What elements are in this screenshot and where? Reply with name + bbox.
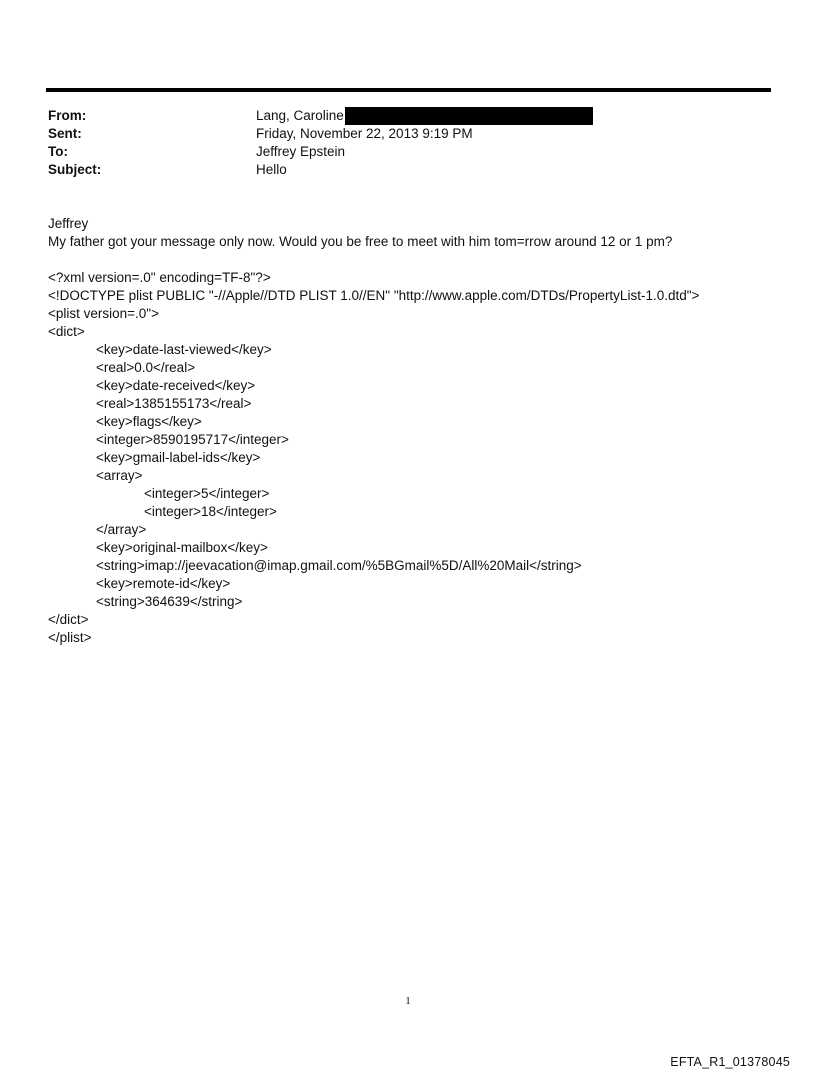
sent-label: Sent:: [48, 126, 82, 141]
plist-line: <integer>8590195717</integer>: [96, 432, 289, 447]
plist-line: <string>364639</string>: [96, 594, 243, 609]
plist-line: <dict>: [48, 324, 85, 339]
plist-line: </plist>: [48, 630, 92, 645]
plist-line: <integer>5</integer>: [144, 486, 270, 501]
plist-line: <real>0.0</real>: [96, 360, 196, 375]
from-label: From:: [48, 108, 87, 123]
to-row: [48, 143, 748, 161]
plist-line: <real>1385155173</real>: [96, 396, 252, 411]
plist-line: <key>gmail-label-ids</key>: [96, 450, 261, 465]
greeting: Jeffrey: [48, 216, 89, 231]
plist-line: <key>original-mailbox</key>: [96, 540, 268, 555]
spacer: [48, 251, 788, 269]
email-body: [48, 215, 788, 647]
plist-line: </array>: [96, 522, 147, 537]
plist-line: <!DOCTYPE plist PUBLIC "-//Apple//DTD PLIST 1.0//EN" "http://www.apple.com/DTDs/PropertyList-1.0.dtd">: [48, 288, 700, 303]
plist-line: <key>remote-id</key>: [96, 576, 231, 591]
from-row: [48, 107, 748, 125]
subject-row: [48, 161, 748, 179]
sent-value: Friday, November 22, 2013 9:19 PM: [256, 126, 473, 141]
header-rule: [46, 88, 771, 92]
message-text: My father got your message only now. Would you be free to meet with him tom=rrow around 12 or 1 pm?: [48, 234, 673, 249]
plist-line: <string>imap://jeevacation@imap.gmail.com/%5BGmail%5D/All%20Mail</string>: [96, 558, 582, 573]
plist-line: <array>: [96, 468, 143, 483]
plist-line: <key>flags</key>: [96, 414, 202, 429]
to-label: To:: [48, 144, 68, 159]
subject-value: Hello: [256, 162, 287, 177]
to-value: Jeffrey Epstein: [256, 144, 346, 159]
redaction-block: [345, 107, 593, 125]
plist-line: <?xml version=.0" encoding=TF-8"?>: [48, 270, 271, 285]
document-id: EFTA_R1_01378045: [670, 1055, 790, 1069]
sent-row: [48, 125, 748, 143]
plist-line: </dict>: [48, 612, 89, 627]
email-header: [48, 107, 748, 179]
from-value: Lang, Caroline: [256, 108, 344, 123]
plist-line: <integer>18</integer>: [144, 504, 277, 519]
plist-line: <key>date-received</key>: [96, 378, 256, 393]
from-value-wrap: [256, 107, 593, 125]
page-number: 1: [405, 995, 411, 1007]
subject-label: Subject:: [48, 162, 102, 177]
plist-line: <key>date-last-viewed</key>: [96, 342, 272, 357]
plist-line: <plist version=.0">: [48, 306, 159, 321]
